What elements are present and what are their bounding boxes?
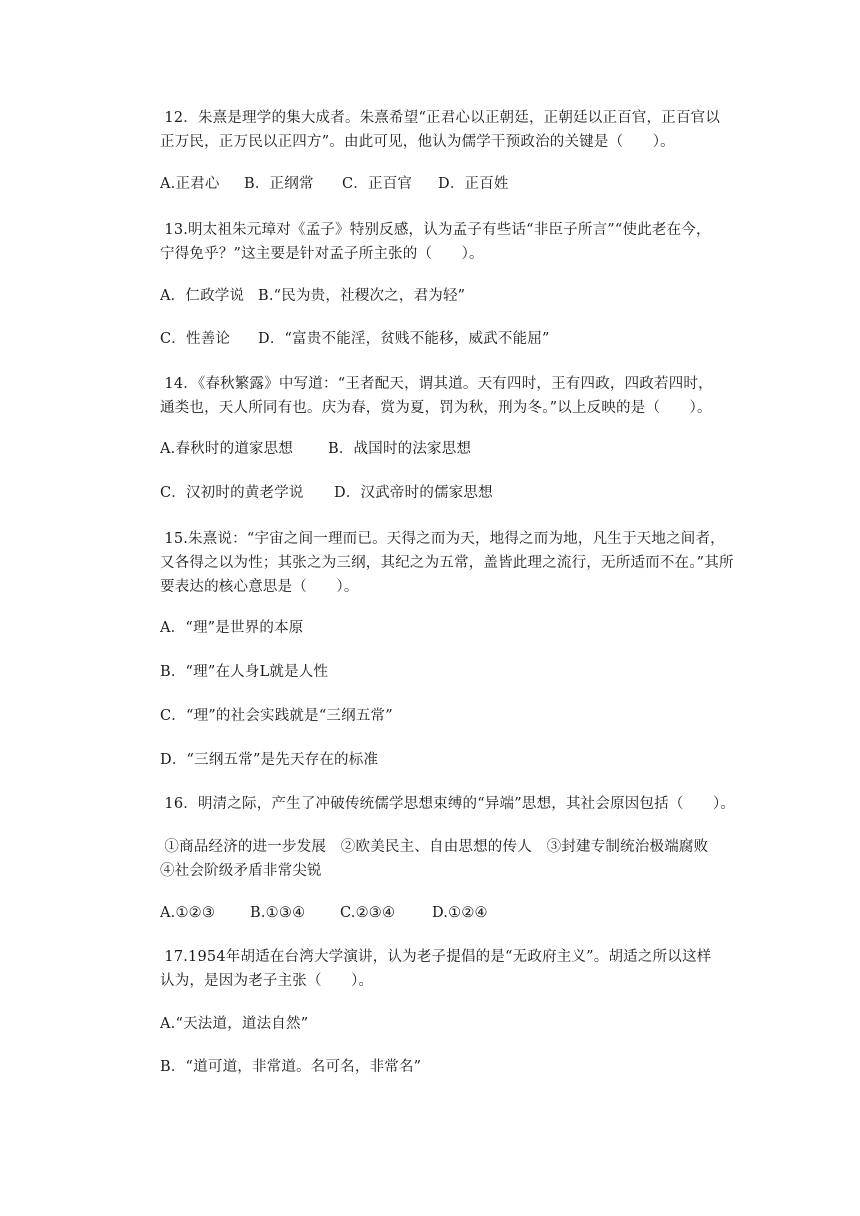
q12-stem-line-1: 12．朱熹是理学的集大成者。朱熹希望“正君心以正朝廷，正朝廷以正百官，正百官以 bbox=[135, 110, 721, 126]
q17-stem-line-2: 认为，是因为老子主张（ ）。 bbox=[160, 973, 374, 989]
q16-stem-line-1: 16．明清之际，产生了冲破传统儒学思想束缚的“异端”思想，其社会原因包括（ ）。 bbox=[135, 796, 736, 812]
q14-stem-line-2: 通类也，天人所同有也。庆为春，赏为夏，罚为秋，刑为冬。”以上反映的是（ ）。 bbox=[160, 400, 712, 416]
q14-options-row-1 bbox=[160, 437, 471, 461]
q13-option-a: A．仁政学说 bbox=[160, 288, 245, 304]
q13-options-row-1 bbox=[160, 284, 465, 308]
q16-stem-line-2: ①商品经济的进一步发展 ②欧美民主、自由思想的传人 ③封建专制统治极端腐败 bbox=[135, 839, 709, 855]
q12-option-b: B．正纲常 bbox=[244, 176, 314, 192]
q16-stem-line-3: ④社会阶级矛盾非常尖锐 bbox=[160, 863, 322, 879]
q14-stem-line-1: 14．《春秋繁露》中写道：“王者配天，谓其道。天有四时，王有四政，四政若四时， bbox=[135, 376, 713, 392]
q15-stem-line-1: 15.朱熹说：“宇宙之间一理而已。天得之而为天，地得之而为地，凡生于天地之间者， bbox=[135, 531, 725, 547]
q14-option-a: A.春秋时的道家思想 bbox=[160, 441, 294, 457]
q12-option-c: C．正百官 bbox=[342, 176, 413, 192]
q15-stem-line-2: 又各得之以为性；其张之为三纲，其纪之为五常，盖皆此理之流行，无所适而不在。”其所 bbox=[160, 555, 734, 571]
q14-option-d: D．汉武帝时的儒家思想 bbox=[334, 485, 493, 501]
q16-option-b: B.①③④ bbox=[250, 905, 306, 921]
q17-option-a: A.“天法道，道法自然” bbox=[160, 1016, 309, 1032]
q16-option-c: C.②③④ bbox=[340, 905, 396, 921]
q17-option-b: B．“道可道，非常道。名可名，非常名” bbox=[160, 1059, 422, 1075]
q15-stem-line-3: 要表达的核心意思是（ ）。 bbox=[160, 579, 359, 595]
q14-option-c: C．汉初时的黄老学说 bbox=[160, 485, 304, 501]
q15-option-d: D．“三纲五常”是先天存在的标准 bbox=[160, 752, 379, 768]
q12-option-d: D．正百姓 bbox=[438, 176, 509, 192]
q16-options bbox=[160, 901, 488, 925]
q13-option-d: D．“富贵不能淫，贫贱不能移，威武不能屈” bbox=[258, 331, 550, 347]
q14-options-row-2 bbox=[160, 481, 493, 505]
q16-option-a: A.①②③ bbox=[160, 905, 216, 921]
q15-option-a: A．“理”是世界的本原 bbox=[160, 620, 304, 636]
q13-options-row-2 bbox=[160, 327, 550, 351]
q12-option-a: A.正君心 bbox=[160, 176, 220, 192]
q16-option-d: D.①②④ bbox=[432, 905, 488, 921]
q15-option-b: B．“理”在人身L就是人性 bbox=[160, 664, 329, 680]
q13-option-b: B.“民为贵，社稷次之，君为轻” bbox=[258, 288, 466, 304]
q15-option-c: C．“理”的社会实践就是“三纲五常” bbox=[160, 708, 393, 724]
q13-option-c: C．性善论 bbox=[160, 331, 231, 347]
q12-stem-line-2: 正万民，正万民以正四方”。由此可见，他认为儒学干预政治的关键是（ ）。 bbox=[160, 134, 675, 150]
q12-options bbox=[160, 172, 509, 196]
q13-stem-line-2: 宁得免乎？”这主要是针对孟子所主张的（ ）。 bbox=[160, 246, 484, 262]
q14-option-b: B．战国时的法家思想 bbox=[328, 441, 472, 457]
q13-stem-line-1: 13.明太祖朱元璋对《孟子》特别反感，认为孟子有些话“非臣子所言”“使此老在今， bbox=[135, 222, 711, 238]
q17-stem-line-1: 17.1954年胡适在台湾大学演讲，认为老子提倡的是“无政府主义”。胡适之所以这样 bbox=[135, 949, 712, 965]
